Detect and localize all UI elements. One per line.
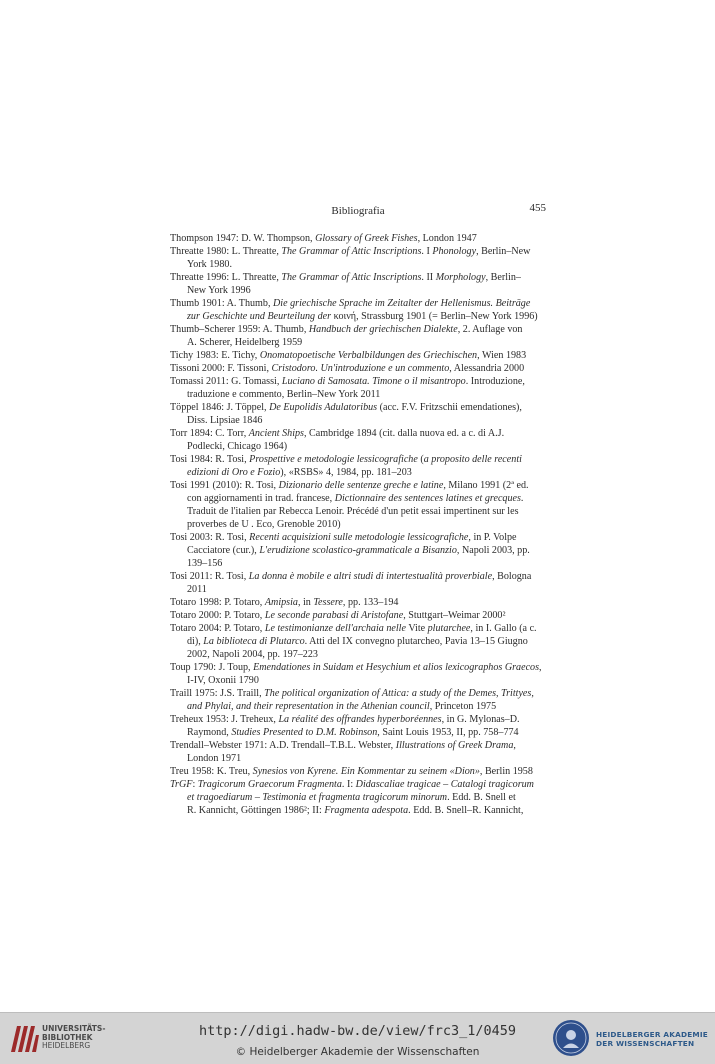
bibliography-entry-line: A. Scherer, Heidelberg 1959 [187,337,303,348]
bibliography-entry-line: Tichy 1983: E. Tichy, Onomatopoetische Verbalbildungen des Griechischen, Wien 1983 [170,350,527,361]
bibliography-entry-line: Thompson 1947: D. W. Thompson, Glossary of Greek Fishes, London 1947 [170,233,477,244]
bibliography-entry-line: et tragoediarum – Testimonia et fragmenta tragicorum minorum. Edd. B. Snell et [187,792,516,803]
bibliography-entry-line: Podlecki, Chicago 1964) [187,441,288,452]
bibliography-entry-line: Totaro 2004: P. Totaro, Le testimonianze dell'archaia nelle Vite plutarchee, in I. Gallo (a c. [170,623,537,634]
bibliography-entry-line: 2002, Napoli 2004, pp. 197–223 [187,649,318,660]
academy-seal-icon [552,1019,590,1057]
bibliography-entry-line: con aggiornamenti in trad. francese, Dictionnaire des sentences latines et grecques. [187,493,524,504]
bibliography-entry-line: and Phylai, and their representation in the Athenian council, Princeton 1975 [187,701,497,712]
bibliography-entry-line: Treheux 1953: J. Treheux, La réalité des offrandes hyperboréennes, in G. Mylonas–D. [170,714,520,725]
bibliography-entry [170,739,546,765]
page-number: 455 [529,202,546,214]
bibliography-entry [170,570,546,596]
document-url-link[interactable]: http://digi.hadw-bw.de/view/frc3_1/0459 [199,1023,516,1039]
bibliography-entry [170,596,546,609]
bibliography-entry-line: Raymond, Studies Presented to D.M. Robinson, Saint Louis 1953, II, pp. 758–774 [187,727,519,738]
bibliography-entry-line: York 1980. [187,259,232,270]
bibliography-entry-line: Toup 1790: J. Toup, Emendationes in Suidam et Hesychium et alios lexicographos Graecos, [170,662,542,673]
bibliography-entry [170,661,546,687]
bibliography-entry [170,232,546,245]
bibliography-entry [170,479,546,531]
bibliography-entry [170,687,546,713]
bibliography-entry-line: di), La biblioteca di Plutarco. Atti del IX convegno plutarcheo, Pavia 13–15 Giugno [187,636,528,647]
bibliography-entry-line: TrGF: Tragicorum Graecorum Fragmenta. I: Didascaliae tragicae – Catalogi tragicorum [170,779,534,790]
bibliography-entry [170,713,546,739]
bibliography-entry-line: edizioni di Oro e Fozio), «RSBS» 4, 1984, pp. 181–203 [187,467,412,478]
bibliography-entry [170,778,546,817]
bibliography-entry-line: New York 1996 [187,285,251,296]
bibliography-entry-line: Thumb–Scherer 1959: A. Thumb, Handbuch der griechischen Dialekte, 2. Auflage von [170,324,523,335]
bibliography-entry-line: Cacciatore (cur.), L'erudizione scolastico-grammaticale a Bisanzio, Napoli 2003, pp. [187,545,530,556]
bibliography-entry [170,427,546,453]
bibliography-entry-line: Tosi 2011: R. Tosi, La donna è mobile e altri studi di intertestualità proverbiale, Bologna [170,571,532,582]
bibliography-entry-line: Töppel 1846: J. Töppel, De Eupolidis Adulatoribus (acc. F.V. Fritzschii emendationes), [170,402,522,413]
bibliography-entry-line: Tosi 2003: R. Tosi, Recenti acquisizioni sulle metodologie lessicografiche, in P. Volpe [170,532,517,543]
bibliography-entry-line: Trendall–Webster 1971: A.D. Trendall–T.B.L. Webster, Illustrations of Greek Drama, [170,740,516,751]
bibliography-entry-line: Threatte 1980: L. Threatte, The Grammar of Attic Inscriptions. I Phonology, Berlin–New [170,246,531,257]
bibliography-entry-line: Totaro 2000: P. Totaro, Le seconde parabasi di Aristofane, Stuttgart–Weimar 2000² [170,610,506,621]
bibliography-entry [170,323,546,349]
bibliography-entry [170,622,546,661]
bibliography-entry [170,531,546,570]
bibliography-list [170,232,546,817]
bibliography-entry-line: Tomassi 2011: G. Tomassi, Luciano di Samosata. Timone o il misantropo. Introduzione, [170,376,525,387]
running-head [170,202,546,221]
academy-name: HEIDELBERGER AKADEMIE DER WISSENSCHAFTEN [596,1030,708,1048]
bibliography-entry [170,297,546,323]
bibliography-entry-line: Totaro 1998: P. Totaro, Amipsia, in Tessere, pp. 133–194 [170,597,399,608]
bibliography-entry-line: traduzione e commento, Berlin–New York 2011 [187,389,381,400]
copyright-notice: © Heidelberger Akademie der Wissenschaften [235,1046,480,1058]
bibliography-entry-line: Threatte 1996: L. Threatte, The Grammar of Attic Inscriptions. II Morphology, Berlin– [170,272,521,283]
viewer-footer [0,1012,715,1064]
bibliography-entry-line: Torr 1894: C. Torr, Ancient Ships, Cambridge 1894 (cit. dalla nuova ed. a c. di A.J. [170,428,505,439]
bibliography-entry [170,271,546,297]
running-head-title: Bibliografia [331,205,385,217]
bibliography-entry-line: Diss. Lipsiae 1846 [187,415,263,426]
bibliography-entry-line: Tosi 1991 (2010): R. Tosi, Dizionario delle sentenze greche e latine, Milano 1991 (2ª ed. [170,480,529,491]
bibliography-entry-line: Traill 1975: J.S. Traill, The political organization of Attica: a study of the Demes, Trittyes, [170,688,534,699]
bibliography-entry-line: zur Geschichte und Beurteilung der κοινή, Strassburg 1901 (= Berlin–New York 1996) [187,311,538,322]
bibliography-entry-line: Tosi 1984: R. Tosi, Prospettive e metodologie lessicografiche (a proposito delle recenti [170,454,522,465]
bibliography-entry [170,349,546,362]
bibliography-entry-line: Treu 1958: K. Treu, Synesios von Kyrene. Ein Kommentar zu seinem «Dion», Berlin 1958 [170,766,533,777]
bibliography-entry [170,375,546,401]
bibliography-entry-line: Tissoni 2000: F. Tissoni, Cristodoro. Un'introduzione e un commento, Alessandria 2000 [170,363,525,374]
bibliography-entry [170,609,546,622]
bibliography-entry-line: I-IV, Oxonii 1790 [187,675,259,686]
bibliography-entry-line: London 1971 [187,753,242,764]
bibliography-entry [170,245,546,271]
bibliography-entry [170,453,546,479]
bibliography-entry [170,765,546,778]
bibliography-entry [170,401,546,427]
bibliography-entry-line: R. Kannicht, Göttingen 1986²; II: Fragmenta adespota. Edd. B. Snell–R. Kannicht, [187,805,524,816]
bibliography-entry-line: 2011 [187,584,207,595]
bibliography-entry [170,362,546,375]
bibliography-entry-line: proverbes de U . Eco, Grenoble 2010) [187,519,341,530]
bibliography-entry-line: 139–156 [187,558,223,569]
bibliography-entry-line: Thumb 1901: A. Thumb, Die griechische Sprache im Zeitalter der Hellenismus. Beiträge [170,298,531,309]
university-library-name: UNIVERSITÄTS- BIBLIOTHEK HEIDELBERG [42,1024,106,1050]
bibliography-entry-line: Traduit de l'italien par Rebecca Lenoir. Précédé d'un petit essai impertinent sur les [187,506,519,517]
